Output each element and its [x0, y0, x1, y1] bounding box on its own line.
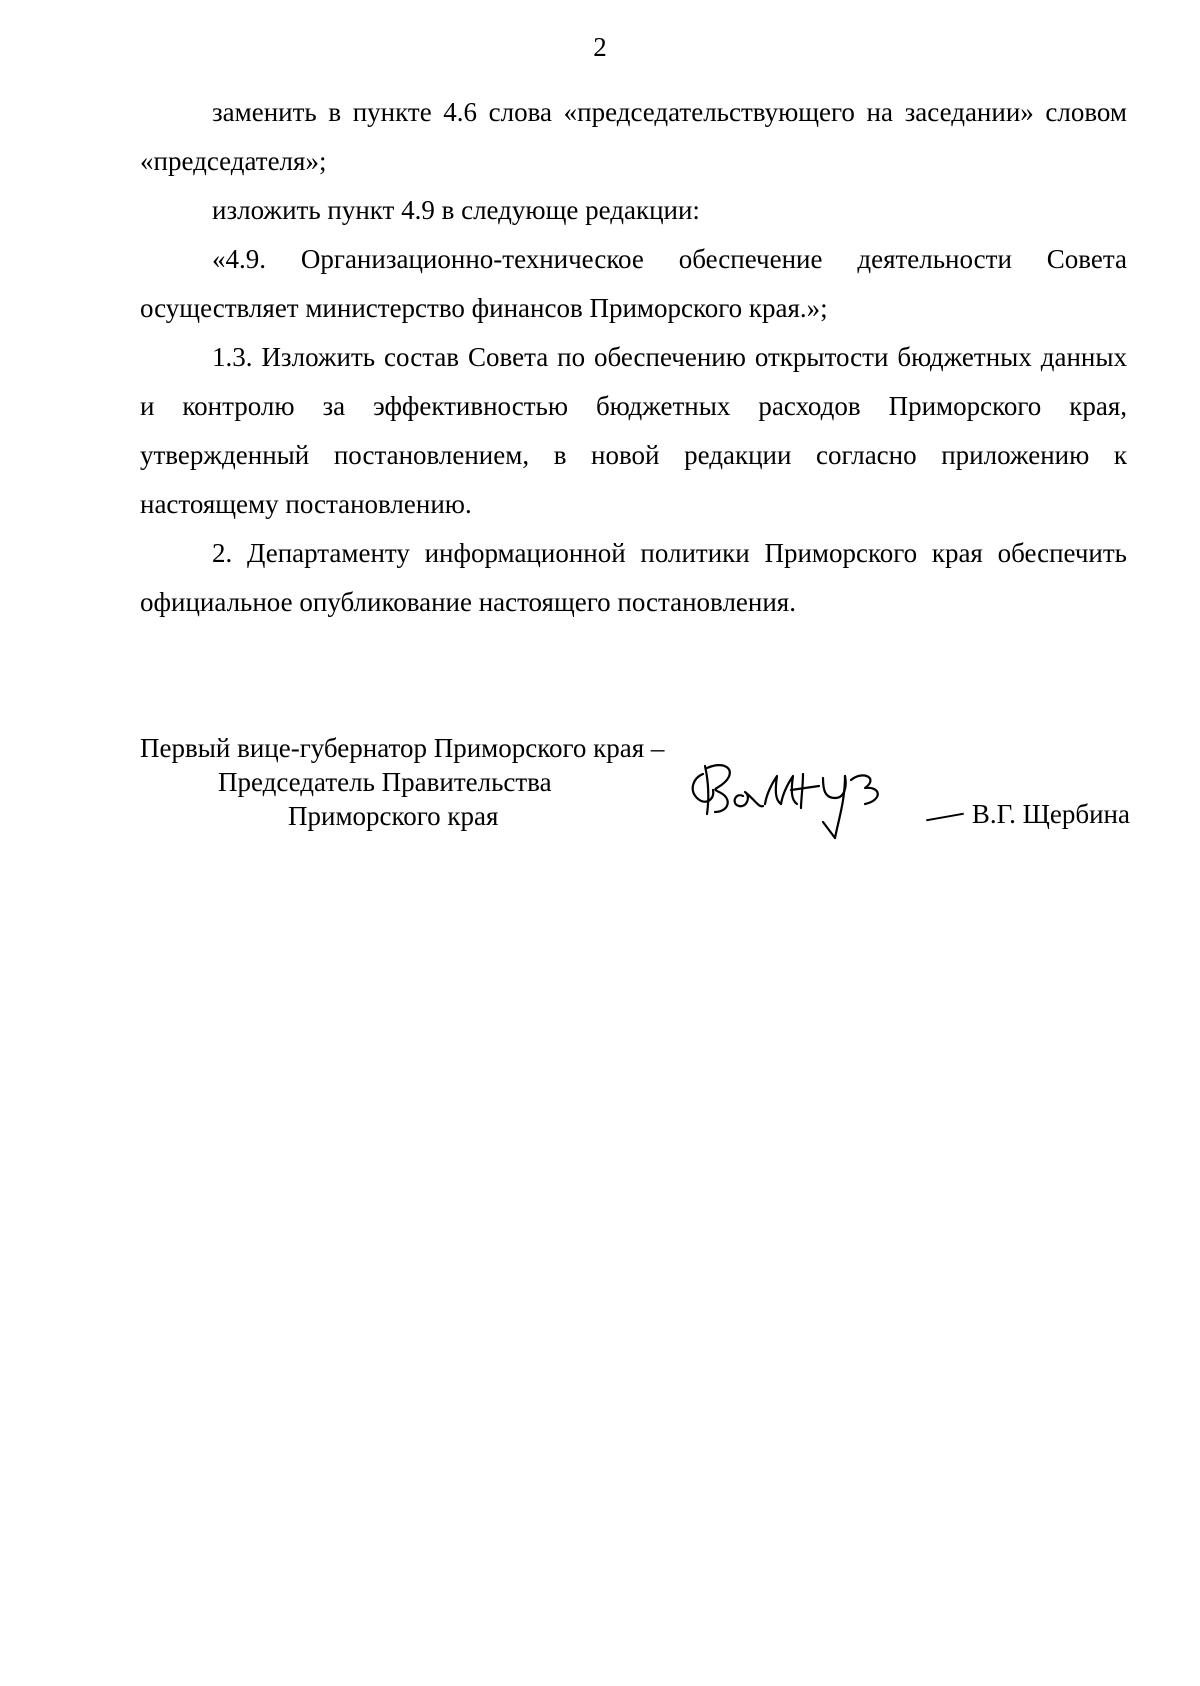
signer-name	[926, 798, 1130, 830]
signature-block	[140, 732, 1130, 852]
document-body	[140, 88, 1127, 627]
paragraph-2: 2. Департаменту информационной политики Приморского края обеспечить официальное опубликование настоящего постановления.	[140, 538, 1127, 617]
paragraph-1-3: 1.3. Изложить состав Совета по обеспечению открытости бюджетных данных и контролю за эффективностью бюджетных расходов Приморского края, утвержденный постановлением, в новой редакции согласно приложению к настоящему постановлению.	[140, 342, 1127, 519]
signer-title-line-1: Первый вице-губернатор Приморского края –	[140, 733, 665, 763]
paragraph-4-9-text: «4.9. Организационно-техническое обеспечение деятельности Совета осуществляет министерство финансов Приморского края.»;	[140, 244, 1127, 323]
page-number: 2	[593, 32, 607, 62]
paragraph-replace-4-6: заменить в пункте 4.6 слова «председательствующего на заседании» словом «председателя»;	[140, 97, 1127, 176]
signer-title-line-2: Председатель Правительства	[218, 767, 552, 797]
signer-name-text: В.Г. Щербина	[971, 799, 1130, 829]
signer-title-line-3: Приморского края	[288, 801, 499, 831]
signature-dash	[926, 813, 964, 822]
handwritten-signature	[685, 756, 900, 846]
paragraph-amend-4-9-intro: изложить пункт 4.9 в следующе редакции:	[212, 195, 700, 225]
